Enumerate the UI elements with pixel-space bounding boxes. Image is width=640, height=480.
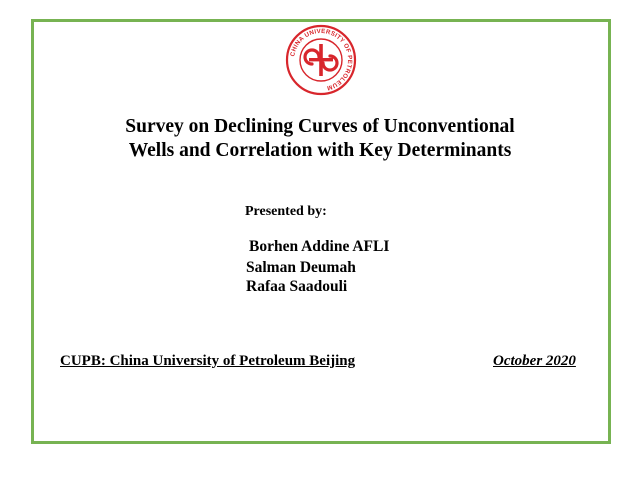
author-name: Rafaa Saadouli [246,278,348,295]
university-seal-icon [285,24,357,96]
seal-ring-text: CHINA UNIVERSITY OF PETROLEUM [289,27,354,92]
presentation-date: October 2020 [493,353,576,369]
author-name: Borhen Addine AFLI [249,238,390,255]
title-line-1: Survey on Declining Curves of Unconventional [125,116,515,137]
title-line-2: Wells and Correlation with Key Determinants [128,140,512,161]
author-name: Salman Deumah [246,259,356,276]
presentation-title [0,115,640,163]
presented-by-label: Presented by: [245,204,327,219]
organization-name: CUPB: China University of Petroleum Beijing [60,353,356,369]
